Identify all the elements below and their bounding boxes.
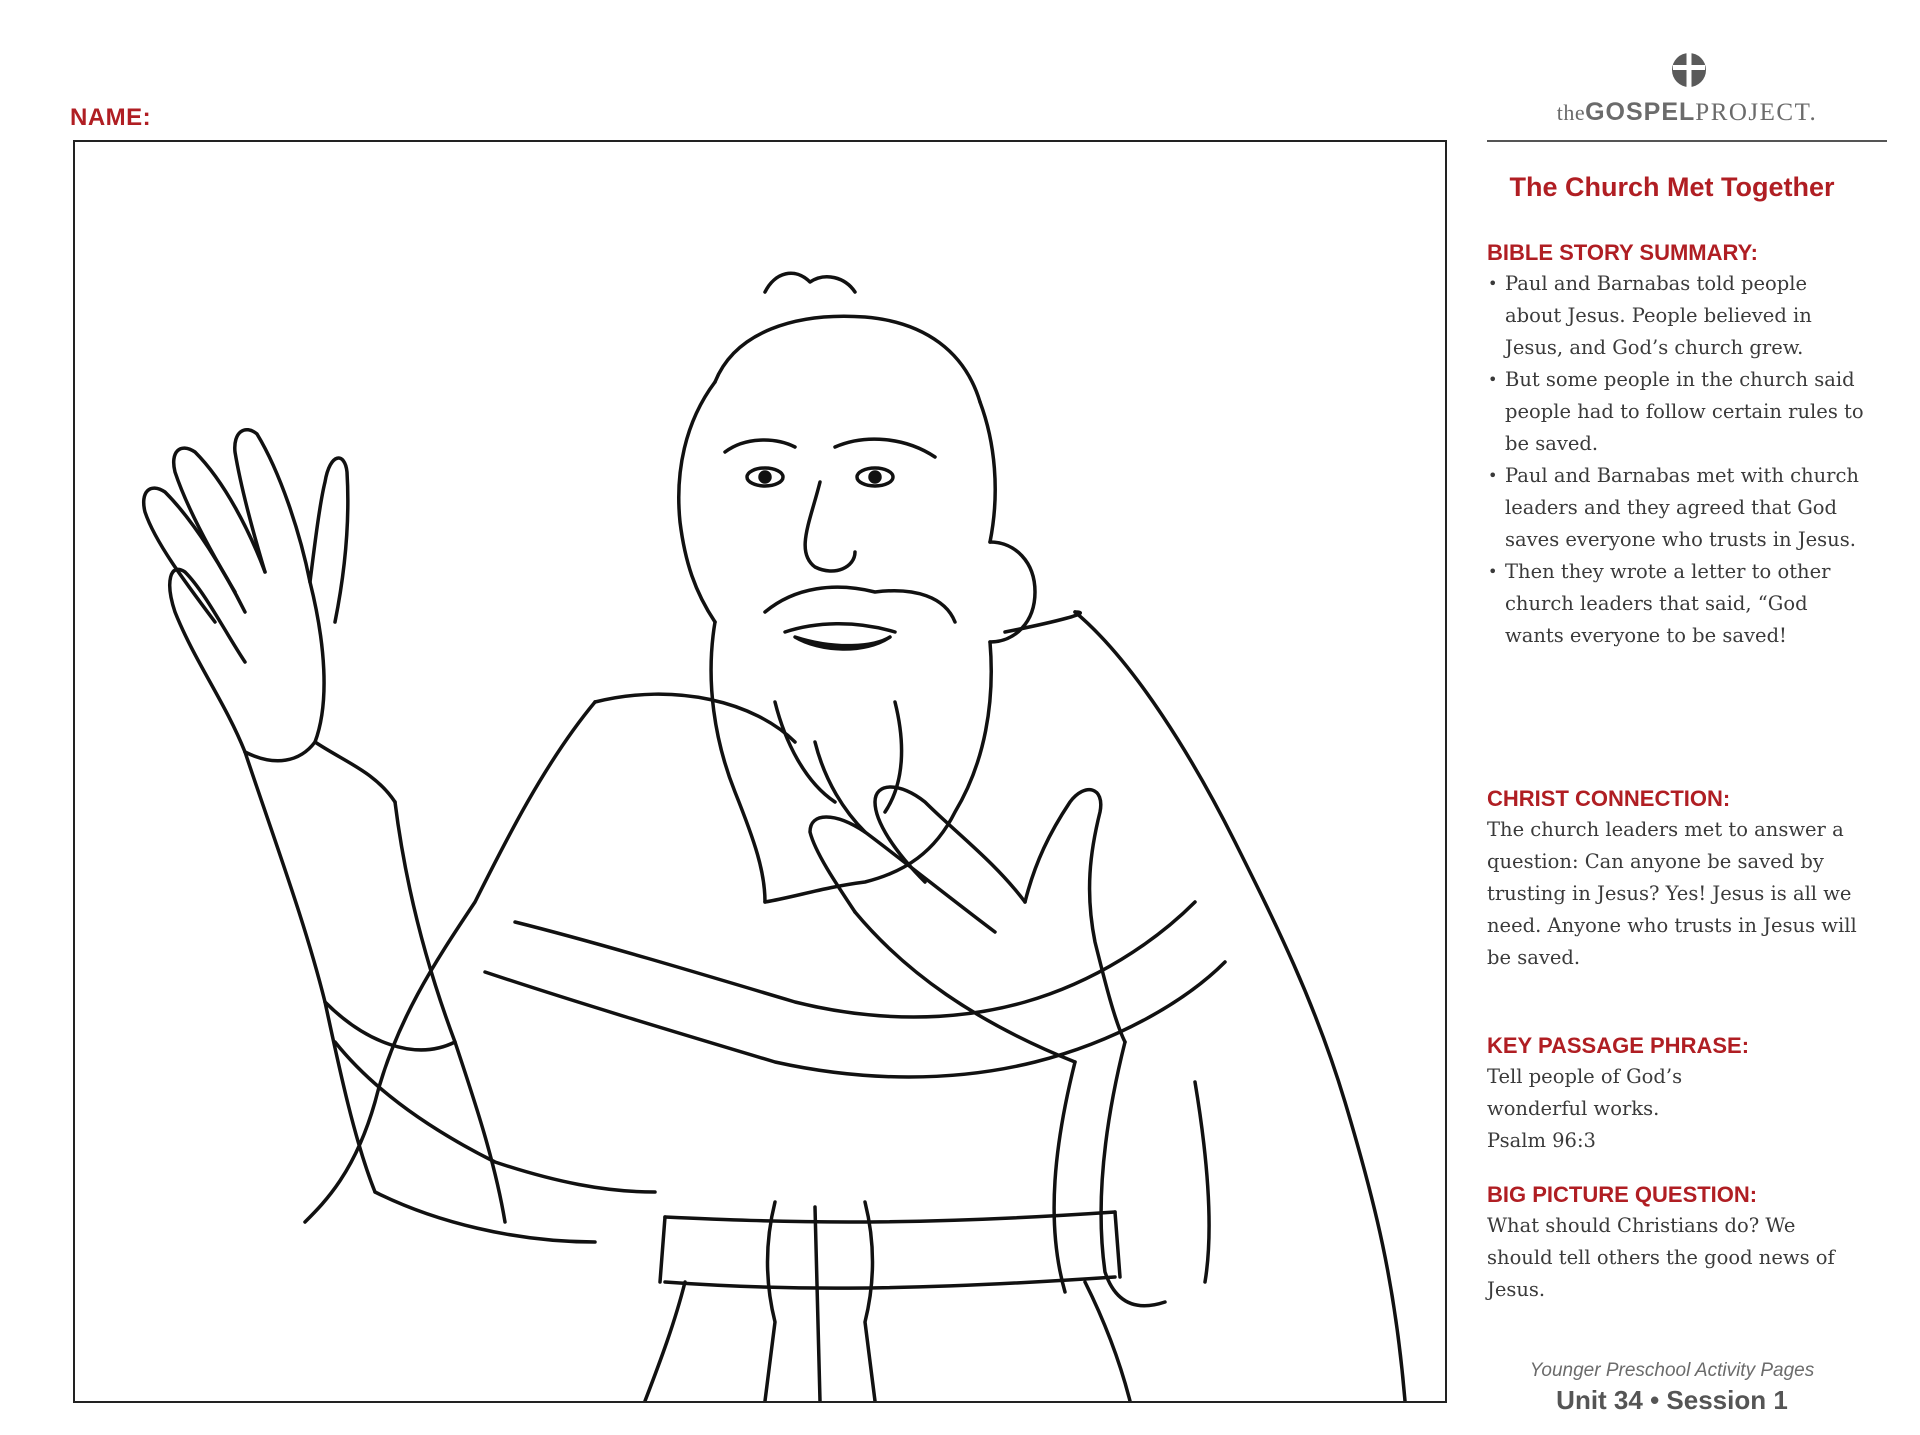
summary-bullet: • But some people in the church said people had to follow certain rules to be saved. (1487, 364, 1867, 460)
christ-connection-heading: CHRIST CONNECTION: (1487, 786, 1731, 811)
big-picture-text: What should Christians do? We should tell others the good news of Jesus. (1487, 1214, 1835, 1301)
logo-the: the (1556, 100, 1586, 125)
footer-subtitle: Younger Preschool Activity Pages (1529, 1360, 1815, 1381)
christ-connection-text: The church leaders met to answer a question: Can anyone be saved by trusting in Jesus? Yes! Jesus is all we need. Anyone who trusts in Jesus will be saved. (1487, 818, 1857, 969)
cross-logo-icon (1671, 50, 1707, 90)
summary-heading: BIBLE STORY SUMMARY: (1487, 240, 1758, 265)
summary-bullet: • Then they wrote a letter to other church leaders that said, “God wants everyone to be saved! (1487, 556, 1867, 652)
header-divider (1487, 140, 1887, 142)
coloring-illustration-frame (73, 140, 1447, 1403)
key-passage-heading: KEY PASSAGE PHRASE: (1487, 1033, 1750, 1058)
big-picture-heading: BIG PICTURE QUESTION: (1487, 1182, 1758, 1207)
summary-bullet: • Paul and Barnabas told people about Jesus. People believed in Jesus, and God’s church grew. (1487, 268, 1867, 364)
summary-list (1487, 268, 1867, 652)
logo-gospel: GOSPEL (1585, 98, 1696, 126)
key-passage-text: Tell people of God’s wonderful works. (1487, 1065, 1683, 1120)
gospel-project-logo (1487, 50, 1887, 130)
logo-project: PROJECT. (1695, 99, 1818, 126)
bearded-man-speaking-icon (75, 142, 1445, 1401)
logo-wordmark (1487, 98, 1887, 127)
lesson-title: The Church Met Together (1509, 172, 1835, 202)
name-label: NAME: (70, 104, 152, 131)
unit-session-label: Unit 34 • Session 1 (1556, 1385, 1788, 1415)
summary-bullet: • Paul and Barnabas met with church leaders and they agreed that God saves everyone who trusts in Jesus. (1487, 460, 1867, 556)
key-passage-reference: Psalm 96:3 (1487, 1129, 1596, 1152)
